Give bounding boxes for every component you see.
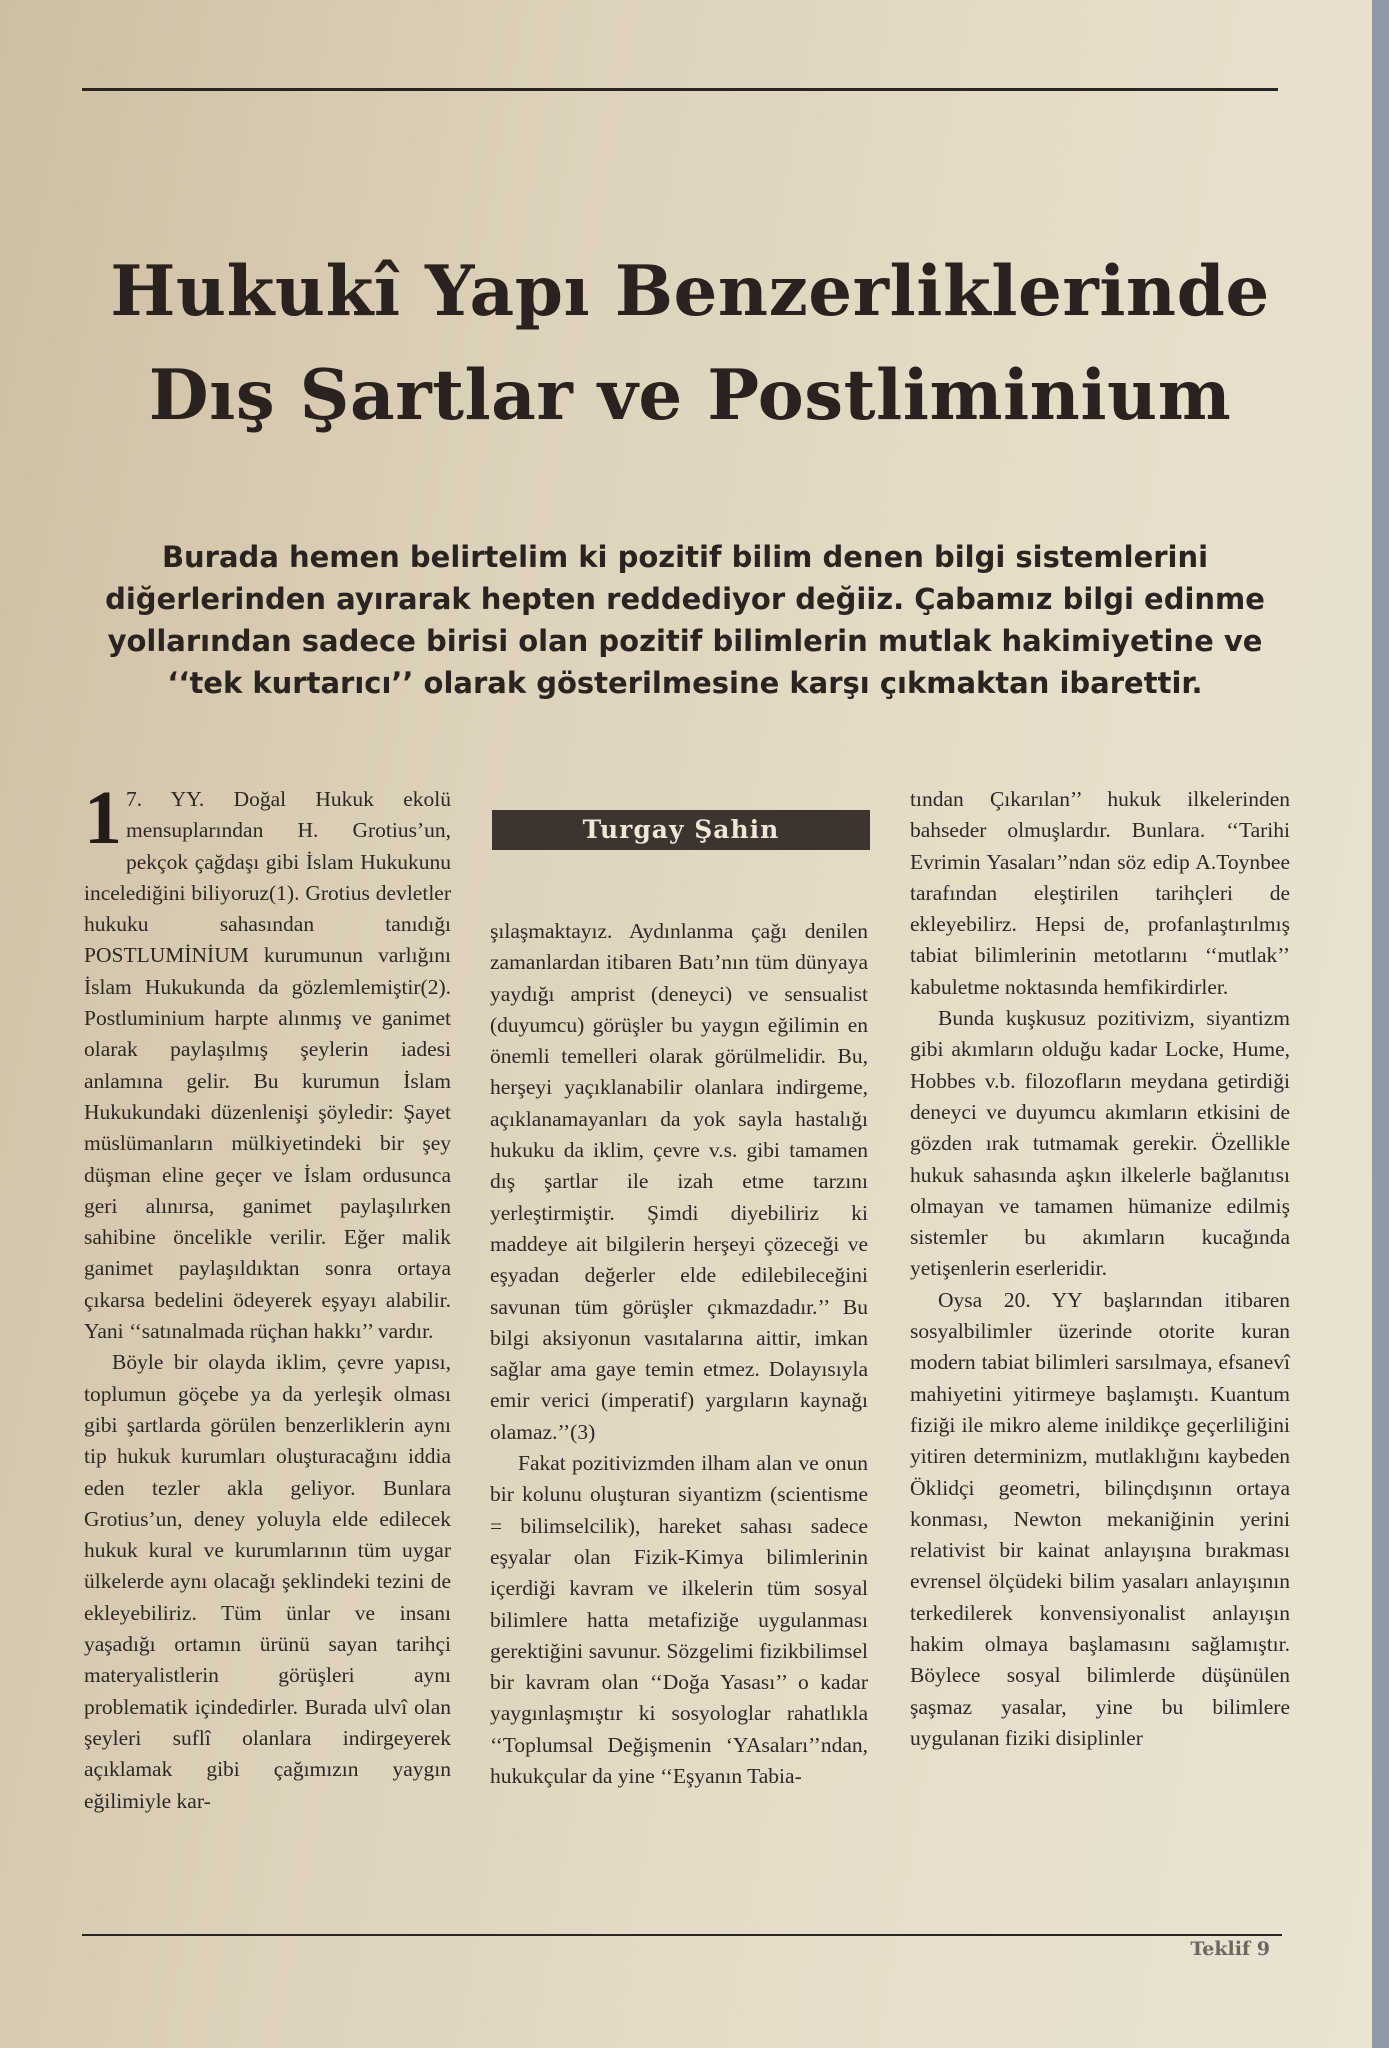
paragraph: Oysa 20. YY başlarından itibaren sosyalbilimler üzerinde otorite kuran modern tabiat bilimleri sarsılmaya, efsanevî mahiyetini yitirmeye başlamıştı. Kuantum fiziği ile mikro aleme inildikçe geçerliliğini yitiren determinizm, mutlaklığını kaybeden Öklidçi geometri, bilinçdışının ortaya konması, Newton mekaniğinin yerini relativist bir kainat anlayışına bırakması evrensel ölçüdeki bilim yasaları anlayışının terkedilerek konvensiyonalist anlayışın hakim olmaya başlamasını sağlamıştır. Böylece sosyal bilimlerde düşünülen şaşmaz yasalar, yine bu bilimlere uygulanan fiziki disiplinler xyxy=(910,1287,1290,1750)
author-byline: Turgay Şahin xyxy=(492,810,870,850)
column-3 xyxy=(910,784,1290,1754)
title-line-1: Hukukî Yapı Benzerliklerinde xyxy=(110,251,1270,332)
paragraph: tından Çıkarılan’’ hukuk ilkelerinden bahseder olmuşlardır. Bunlara. ‘‘Tarihi Evrimin Yasaları’’ndan söz edip A.Toynbee tarafından eleştirilen tarihçleri de ekleyebilirz. Hepsi de, profanlaştırılmış tabiat bilimlerinin metotlarını ‘‘mutlak’’ kabuletme noktasında hemfikirdirler. xyxy=(910,787,1290,999)
paragraph: şılaşmaktayız. Aydınlanma çağı denilen zamanlardan itibaren Batı’nın tüm dünyaya yaydığı amprist (deneyci) ve sensualist (duyumcu) görüşler bu yaygın eğilimin en önemli temelleri olarak görülmelidir. Bu, herşeyi yaçıklanabilir olanlara indirgeme, açıklanamayanları da yok sayla hastalığı hukuku da iklim, çevre v.s. gibi tamamen dış şartlar ile izah etme tarzını yerleştirmiştir. Şimdi diyebiliriz ki maddeye ait bilgilerin herşeyi çözeceği ve eşyadan değerler elde edilebileceğini savunan tüm görüşler çıkmazdadır.’’ Bu bilgi aksiyonun vasıtalarına aittir, imkan sağlar ama gaye temin etmez. Dolayısıyla emir verici (imperatif) yargıların kaynağı olamaz.’’(3) xyxy=(490,919,868,1444)
article-title xyxy=(90,240,1290,448)
title-line-2: Dış Şartlar ve Postliminium xyxy=(148,355,1232,436)
column-1 xyxy=(84,776,451,1817)
paragraph-text: 7. YY. Doğal Hukuk ekolü mensuplarından H. Grotius’un, pekçok çağdaşı gibi İslam Hukukunu incelediğini biliyoruz(1). Grotius devletler hukuku sahasından tanıdığı POSTLUMİNİUM kurumunun varlığını İslam Hukukunda da gözlemlemiştir(2). Postluminium harpte alınmış ve ganimet olarak paylaşılmış şeylerin iadesi anlamına gelir. Bu kurumun İslam Hukukundaki düzenlenişi şöyledir: Şayet müslümanların mülkiyetindeki bir şey düşman eline geçer ve İslam ordusunca geri alınırsa, ganimet paylaşılırken sahibine öncelikle verilir. Eğer malik ganimet paylaşıldıktan sonra ortaya çıkarsa bedelini ödeyerek eşyayı alabilir. Yani ‘‘satınalmada rüçhan hakkı’’ vardır. xyxy=(84,787,451,1344)
column-2-body xyxy=(490,916,868,1792)
paragraph: Bunda kuşkusuz pozitivizm, siyantizm gibi akımların olduğu kadar Locke, Hume, Hobbes v.b. filozofların meydana getirdiği deneyci ve duyumcu akımların etkisini de gözden ırak tutmamak gerekir. Özellikle hukuk sahasında aşkın ilkelerle bağlanıtısı olmayan ve tamamen hümanize edilmiş sistemler bu akımların kucağında yetişenlerin eserleridir. xyxy=(910,1006,1290,1281)
page-footer: Teklif 9 xyxy=(1190,1938,1270,1960)
article-lead: Burada hemen belirtelim ki pozitif bilim denen bilgi sistemlerini diğerlerinden ayırarak hepten reddediyor değiiz. Çabamız bilgi edinme yollarından sadece birisi olan pozitif bilimlerin mutlak hakimiyetine ve ‘‘tek kurtarıcı’’ olarak gösterilmesine karşı çıkmaktan ibarettir. xyxy=(105,540,1265,700)
paragraph: Böyle bir olayda iklim, çevre yapısı, toplumun göçebe ya da yerleşik olması gibi şartlarda görülen benzerliklerin aynı tip hukuk kurumları oluşturacağını iddia eden tezler akla geliyor. Bunlara Grotius’un, deney yoluyla elde edilecek hukuk kural ve kurumlarının tüm uygar ülkelerde aynı olacağı şeklindeki tezini de ekleyebiliriz. Tüm ünlar ve insanı yaşadığı ortamın ürünü sayan tarihçi materyalistlerin görüşleri aynı problematik içindedirler. Burada ulvî olan şeyleri suflî olanlara indirgeyerek açıklamak gibi çağımızın yaygın eğilimiyle kar- xyxy=(84,1350,451,1813)
paragraph: Fakat pozitivizmden ilham alan ve onun bir kolunu oluşturan siyantizm (scientisme = bilimselcilik), hareket sahası sadece eşyalar olan Fizik-Kimya bilimlerinin içerdiği kavram ve ilkelerin tüm sosyal bilimlere hatta metafiziğe uygulanması gerektiğini savunur. Sözgelimi fizikbilimsel bir kavram olan ‘‘Doğa Yasası’’ o kadar yaygınlaşmıştır ki sosyologlar rahatlıkla ‘‘Toplumsal Değişmenin ‘YAsaları’’ndan, hukukçular da yine ‘‘Eşyanın Tabia- xyxy=(490,1451,868,1789)
drop-cap: 1 xyxy=(84,776,122,860)
bottom-rule xyxy=(82,1934,1282,1936)
paragraph xyxy=(84,776,451,1347)
top-rule xyxy=(82,88,1278,91)
